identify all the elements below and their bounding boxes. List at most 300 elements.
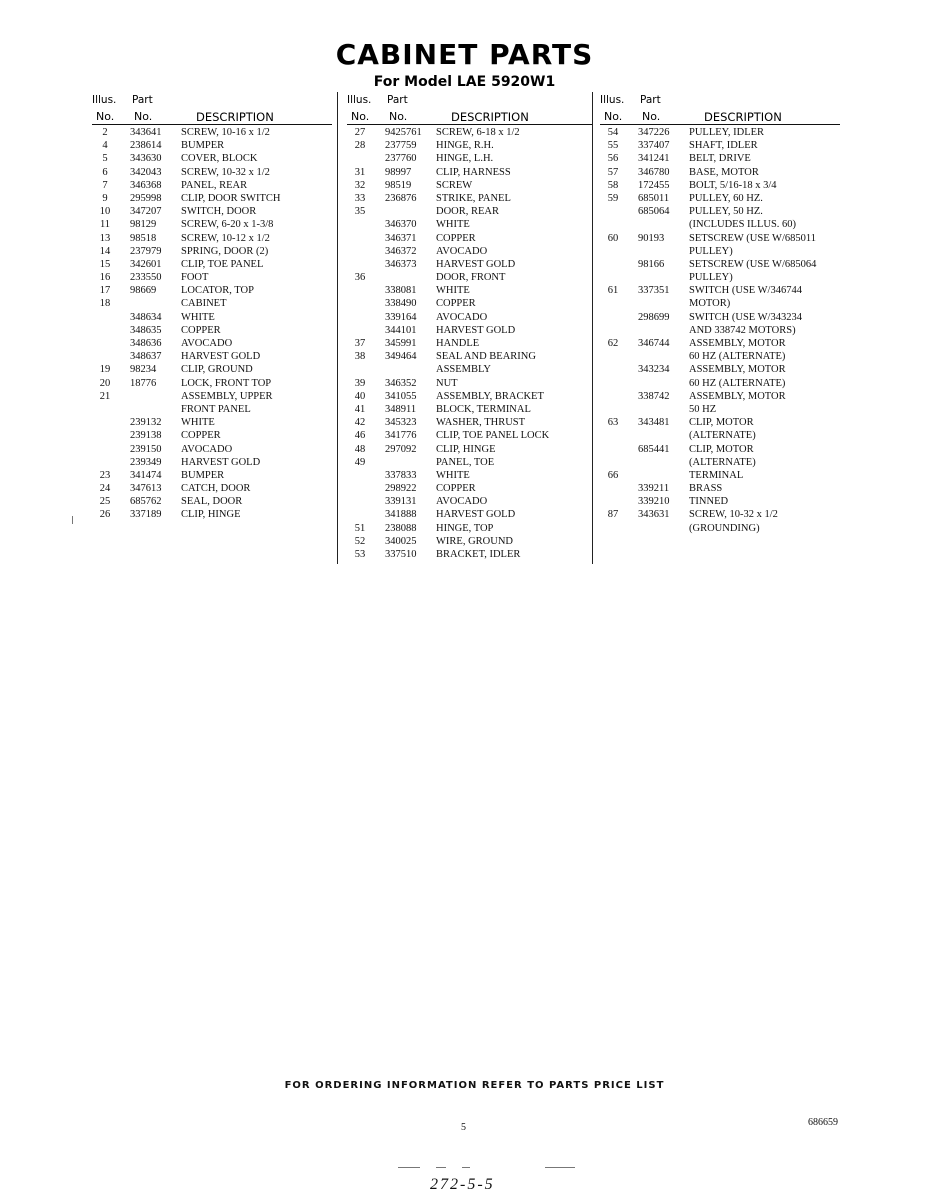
part-description: COPPER xyxy=(436,483,476,495)
part-description: BELT, DRIVE xyxy=(689,153,751,165)
part-description: CLIP, GROUND xyxy=(181,364,253,376)
table-row xyxy=(347,311,592,324)
table-row xyxy=(347,284,592,297)
part-number: 340025 xyxy=(385,535,417,547)
illus-number: 35 xyxy=(354,206,366,218)
part-number: 337189 xyxy=(130,509,162,521)
table-row xyxy=(92,271,332,284)
part-description: SEAL AND BEARING xyxy=(436,351,536,363)
table-row xyxy=(92,443,332,456)
part-description: WHITE xyxy=(436,285,470,297)
part-number: 237979 xyxy=(130,245,162,257)
page-number: 5 xyxy=(461,1122,466,1133)
table-row xyxy=(347,179,592,192)
parts-column-2 xyxy=(347,92,592,561)
part-description: BUMPER xyxy=(181,469,225,481)
column-header xyxy=(92,92,332,126)
part-number: 338081 xyxy=(385,285,417,297)
table-row xyxy=(92,403,332,416)
part-number: 98166 xyxy=(638,258,665,270)
part-description: COPPER xyxy=(181,324,221,336)
table-row xyxy=(347,416,592,429)
part-number: 18776 xyxy=(130,377,157,389)
table-row xyxy=(347,469,592,482)
illus-number: 16 xyxy=(99,272,111,284)
header-part: Part xyxy=(132,94,153,106)
table-row xyxy=(347,508,592,521)
part-description: COPPER xyxy=(436,298,476,310)
part-number: 347226 xyxy=(638,127,670,138)
part-number: 239132 xyxy=(130,417,162,429)
part-description: HARVEST GOLD xyxy=(181,456,261,468)
part-description: FRONT PANEL xyxy=(181,403,251,415)
illus-number: 15 xyxy=(99,258,111,270)
table-row xyxy=(92,390,332,403)
table-row xyxy=(600,350,840,363)
table-row xyxy=(347,495,592,508)
part-number: 342601 xyxy=(130,258,162,270)
part-description: SEAL, DOOR xyxy=(181,496,243,508)
part-number: 337833 xyxy=(385,469,417,481)
part-number: 346352 xyxy=(385,377,417,389)
header-description: DESCRIPTION xyxy=(451,110,529,124)
part-description: MOTOR) xyxy=(689,298,731,310)
table-row xyxy=(92,363,332,376)
part-description: BOLT, 5/16-18 x 3/4 xyxy=(689,179,777,191)
illus-number: 4 xyxy=(102,140,108,152)
table-row xyxy=(600,258,840,271)
part-description: BRACKET, IDLER xyxy=(436,549,521,560)
table-row xyxy=(92,482,332,495)
part-number: 685441 xyxy=(638,443,670,455)
table-row xyxy=(600,152,840,165)
illus-number: 51 xyxy=(354,522,366,534)
part-description: SCREW xyxy=(436,179,473,191)
table-row xyxy=(600,337,840,350)
illus-number: 23 xyxy=(99,469,111,481)
part-description: (ALTERNATE) xyxy=(689,430,756,442)
part-number: 233550 xyxy=(130,272,162,284)
table-row xyxy=(347,205,592,218)
part-description: FOOT xyxy=(181,272,209,284)
part-description: BUMPER xyxy=(181,140,225,152)
table-row xyxy=(92,469,332,482)
table-row xyxy=(92,179,332,192)
illus-number: 14 xyxy=(99,245,111,257)
part-number: 236876 xyxy=(385,192,417,204)
illus-number: 36 xyxy=(354,272,366,284)
part-description: CLIP, DOOR SWITCH xyxy=(181,192,281,204)
illus-number: 62 xyxy=(607,338,619,349)
part-number: 344101 xyxy=(385,324,417,336)
part-description: COPPER xyxy=(181,430,221,442)
table-row xyxy=(92,152,332,165)
table-row xyxy=(600,377,840,390)
part-number: 337510 xyxy=(385,549,417,560)
table-row xyxy=(92,350,332,363)
table-row xyxy=(600,390,840,403)
part-description: PANEL, TOE xyxy=(436,456,495,468)
table-row xyxy=(600,126,840,139)
illus-number: 87 xyxy=(607,509,619,521)
part-description: CLIP, TOE PANEL xyxy=(181,258,264,270)
part-description: CLIP, HARNESS xyxy=(436,166,511,178)
header-part-no: No. xyxy=(389,110,408,123)
part-number: 348635 xyxy=(130,324,162,336)
part-description: AVOCADO xyxy=(181,338,233,349)
table-row xyxy=(92,126,332,139)
table-row xyxy=(600,482,840,495)
part-description: STRIKE, PANEL xyxy=(436,192,511,204)
table-row xyxy=(347,535,592,548)
part-number: 343234 xyxy=(638,364,670,376)
part-number: 341474 xyxy=(130,469,162,481)
part-description: CATCH, DOOR xyxy=(181,483,251,495)
table-row xyxy=(600,179,840,192)
illus-number: 18 xyxy=(99,298,111,310)
table-row xyxy=(347,192,592,205)
part-description: SCREW, 6-20 x 1-3/8 xyxy=(181,219,274,231)
part-number: 341776 xyxy=(385,430,417,442)
part-description: WASHER, THRUST xyxy=(436,417,526,429)
table-row xyxy=(347,456,592,469)
illus-number: 61 xyxy=(607,285,619,297)
table-row xyxy=(92,508,332,521)
illus-number: 38 xyxy=(354,351,366,363)
illus-number: 5 xyxy=(102,153,108,165)
part-description: 60 HZ (ALTERNATE) xyxy=(689,351,786,363)
part-number: 237760 xyxy=(385,153,417,165)
part-number: 348911 xyxy=(385,403,417,415)
table-row xyxy=(347,232,592,245)
illus-number: 19 xyxy=(99,364,111,376)
table-row xyxy=(347,482,592,495)
header-description: DESCRIPTION xyxy=(196,110,274,124)
scan-artifact xyxy=(398,1167,420,1168)
part-number: 346370 xyxy=(385,219,417,231)
table-row xyxy=(92,416,332,429)
parts-list xyxy=(347,126,592,561)
scan-artifact xyxy=(436,1167,446,1168)
table-row xyxy=(600,205,840,218)
part-number: 337351 xyxy=(638,285,670,297)
part-description: CABINET xyxy=(181,298,227,310)
part-number: 346371 xyxy=(385,232,417,244)
part-description: ASSEMBLY, MOTOR xyxy=(689,338,786,349)
part-description: PULLEY) xyxy=(689,272,733,284)
part-description: SCREW, 10-16 x 1/2 xyxy=(181,127,270,138)
document-number: 686659 xyxy=(808,1117,838,1128)
part-description: WHITE xyxy=(436,219,470,231)
part-number: 349464 xyxy=(385,351,417,363)
parts-column-3 xyxy=(600,92,840,535)
table-row xyxy=(600,311,840,324)
table-row xyxy=(347,218,592,231)
part-description: HARVEST GOLD xyxy=(181,351,261,363)
illus-number: 11 xyxy=(99,219,111,231)
part-description: AVOCADO xyxy=(436,311,488,323)
illus-number: 46 xyxy=(354,430,366,442)
part-description: LOCK, FRONT TOP xyxy=(181,377,272,389)
table-row xyxy=(92,311,332,324)
illus-number: 32 xyxy=(354,179,366,191)
part-number: 337407 xyxy=(638,140,670,152)
table-row xyxy=(600,469,840,482)
illus-number: 59 xyxy=(607,192,619,204)
part-description: (INCLUDES ILLUS. 60) xyxy=(689,219,797,231)
part-number: 98519 xyxy=(385,179,412,191)
header-rule xyxy=(92,124,332,125)
table-row xyxy=(92,258,332,271)
table-row xyxy=(600,218,840,231)
illus-number: 17 xyxy=(99,285,111,297)
table-row xyxy=(347,390,592,403)
table-row xyxy=(347,350,592,363)
table-row xyxy=(92,337,332,350)
table-row xyxy=(347,443,592,456)
part-number: 341888 xyxy=(385,509,417,521)
part-description: WHITE xyxy=(181,417,215,429)
part-description: AVOCADO xyxy=(436,496,488,508)
table-row xyxy=(600,522,840,535)
table-row xyxy=(92,456,332,469)
part-description: HINGE, R.H. xyxy=(436,140,494,152)
part-number: 98669 xyxy=(130,285,157,297)
part-description: TINNED xyxy=(689,496,729,508)
table-row xyxy=(92,232,332,245)
part-number: 339164 xyxy=(385,311,417,323)
part-number: 346373 xyxy=(385,258,417,270)
table-row xyxy=(600,403,840,416)
table-row xyxy=(600,245,840,258)
part-description: ASSEMBLY xyxy=(436,364,491,376)
illus-number: 42 xyxy=(354,417,366,429)
table-row xyxy=(600,297,840,310)
header-part-no: No. xyxy=(642,110,661,123)
table-row xyxy=(600,166,840,179)
table-row xyxy=(600,508,840,521)
header-description: DESCRIPTION xyxy=(704,110,782,124)
part-number: 338742 xyxy=(638,390,670,402)
part-number: 298922 xyxy=(385,483,417,495)
model-subtitle: For Model LAE 5920W1 xyxy=(373,74,556,90)
part-description: SCREW, 10-32 x 1/2 xyxy=(181,166,270,178)
part-description: SWITCH (USE W/343234 xyxy=(689,311,802,323)
part-description: HARVEST GOLD xyxy=(436,324,516,336)
part-number: 348636 xyxy=(130,338,162,349)
illus-number: 40 xyxy=(354,390,366,402)
part-number: 347207 xyxy=(130,206,162,218)
illus-number: 28 xyxy=(354,140,366,152)
header-part: Part xyxy=(640,94,661,106)
table-row xyxy=(600,495,840,508)
part-number: 685064 xyxy=(638,206,670,218)
table-row xyxy=(347,324,592,337)
part-description: SWITCH (USE W/346744 xyxy=(689,285,802,297)
handwritten-note: 272-5-5 xyxy=(430,1176,495,1193)
part-number: 346744 xyxy=(638,338,670,349)
table-row xyxy=(92,205,332,218)
part-description: DOOR, REAR xyxy=(436,206,500,218)
column-divider xyxy=(337,92,338,564)
part-number: 239138 xyxy=(130,430,162,442)
header-illus: Illus. xyxy=(92,94,117,106)
part-description: PULLEY, IDLER xyxy=(689,127,765,138)
part-number: 346780 xyxy=(638,166,670,178)
parts-column-1 xyxy=(92,92,332,522)
illus-number: 48 xyxy=(354,443,366,455)
part-description: CLIP, MOTOR xyxy=(689,417,754,429)
table-row xyxy=(600,363,840,376)
part-description: CLIP, HINGE xyxy=(436,443,496,455)
part-description: AND 338742 MOTORS) xyxy=(689,324,796,336)
part-number: 345323 xyxy=(385,417,417,429)
part-number: 685011 xyxy=(638,192,670,204)
table-row xyxy=(347,522,592,535)
part-number: 297092 xyxy=(385,443,417,455)
table-row xyxy=(600,232,840,245)
part-description: CLIP, HINGE xyxy=(181,509,241,521)
part-description: SCREW, 10-12 x 1/2 xyxy=(181,232,270,244)
part-description: HINGE, L.H. xyxy=(436,153,494,165)
illus-number: 9 xyxy=(102,192,108,204)
part-description: SETSCREW (USE W/685064 xyxy=(689,258,817,270)
illus-number: 7 xyxy=(102,179,108,191)
illus-number: 49 xyxy=(354,456,366,468)
table-row xyxy=(92,139,332,152)
table-row xyxy=(92,166,332,179)
part-description: BASE, MOTOR xyxy=(689,166,759,178)
part-description: SHAFT, IDLER xyxy=(689,140,758,152)
part-number: 339210 xyxy=(638,496,670,508)
illus-number: 21 xyxy=(99,390,111,402)
illus-number: 53 xyxy=(354,549,366,560)
header-part: Part xyxy=(387,94,408,106)
part-description: WIRE, GROUND xyxy=(436,535,513,547)
part-number: 98129 xyxy=(130,219,157,231)
table-row xyxy=(347,166,592,179)
part-number: 342043 xyxy=(130,166,162,178)
part-number: 348634 xyxy=(130,311,162,323)
table-row xyxy=(347,297,592,310)
part-description: BRASS xyxy=(689,483,723,495)
part-description: WHITE xyxy=(436,469,470,481)
table-row xyxy=(347,245,592,258)
header-part-no: No. xyxy=(134,110,153,123)
part-number: 239349 xyxy=(130,456,162,468)
header-illus: Illus. xyxy=(347,94,372,106)
parts-list xyxy=(92,126,332,522)
table-row xyxy=(347,429,592,442)
table-row xyxy=(600,271,840,284)
table-row xyxy=(347,152,592,165)
part-description: SCREW, 10-32 x 1/2 xyxy=(689,509,778,521)
part-description: (GROUNDING) xyxy=(689,522,760,534)
table-row xyxy=(600,284,840,297)
table-row xyxy=(600,139,840,152)
part-number: 343641 xyxy=(130,127,162,138)
illus-number: 37 xyxy=(354,338,366,349)
part-description: SPRING, DOOR (2) xyxy=(181,245,269,257)
part-description: ASSEMBLY, BRACKET xyxy=(436,390,544,402)
table-row xyxy=(600,443,840,456)
part-description: LOCATOR, TOP xyxy=(181,285,254,297)
scan-artifact xyxy=(72,516,73,524)
part-number: 341241 xyxy=(638,153,670,165)
part-description: PULLEY) xyxy=(689,245,733,257)
illus-number: 63 xyxy=(607,417,619,429)
part-number: 347613 xyxy=(130,483,162,495)
table-row xyxy=(347,139,592,152)
part-number: 346368 xyxy=(130,179,162,191)
illus-number: 41 xyxy=(354,403,366,415)
header-illus-no: No. xyxy=(351,110,370,123)
illus-number: 2 xyxy=(102,127,108,138)
part-description: HARVEST GOLD xyxy=(436,509,516,521)
table-row xyxy=(347,258,592,271)
illus-number: 31 xyxy=(354,166,366,178)
table-row xyxy=(347,363,592,376)
column-header xyxy=(347,92,592,126)
part-number: 172455 xyxy=(638,179,670,191)
part-number: 298699 xyxy=(638,311,670,323)
part-number: 685762 xyxy=(130,496,162,508)
illus-number: 6 xyxy=(102,166,108,178)
table-row xyxy=(347,337,592,350)
illus-number: 24 xyxy=(99,483,111,495)
illus-number: 56 xyxy=(607,153,619,165)
table-row xyxy=(92,245,332,258)
illus-number: 33 xyxy=(354,192,366,204)
ordering-footer: FOR ORDERING INFORMATION REFER TO PARTS PRICE LIST xyxy=(284,1080,665,1091)
part-number: 239150 xyxy=(130,443,162,455)
header-rule xyxy=(347,124,592,125)
part-description: 50 HZ xyxy=(689,403,717,415)
part-description: ASSEMBLY, MOTOR xyxy=(689,390,786,402)
illus-number: 52 xyxy=(354,535,366,547)
part-description: SETSCREW (USE W/685011 xyxy=(689,232,816,244)
header-illus-no: No. xyxy=(604,110,623,123)
table-row xyxy=(92,284,332,297)
illus-number: 27 xyxy=(354,127,366,138)
table-row xyxy=(92,297,332,310)
illus-number: 13 xyxy=(99,232,111,244)
table-row xyxy=(347,403,592,416)
header-illus: Illus. xyxy=(600,94,625,106)
part-description: SCREW, 6-18 x 1/2 xyxy=(436,127,520,138)
part-description: PULLEY, 60 HZ. xyxy=(689,192,763,204)
part-description: SWITCH, DOOR xyxy=(181,206,257,218)
part-description: BLOCK, TERMINAL xyxy=(436,403,531,415)
parts-list xyxy=(600,126,840,535)
illus-number: 39 xyxy=(354,377,366,389)
part-description: PANEL, REAR xyxy=(181,179,248,191)
table-row xyxy=(92,429,332,442)
part-description: AVOCADO xyxy=(436,245,488,257)
part-number: 9425761 xyxy=(385,127,422,138)
part-description: TERMINAL xyxy=(689,469,744,481)
part-number: 90193 xyxy=(638,232,665,244)
table-row xyxy=(92,377,332,390)
illus-number: 54 xyxy=(607,127,619,138)
header-illus-no: No. xyxy=(96,110,115,123)
part-description: HINGE, TOP xyxy=(436,522,494,534)
column-divider xyxy=(592,92,593,564)
illus-number: 58 xyxy=(607,179,619,191)
part-number: 348637 xyxy=(130,351,162,363)
table-row xyxy=(600,416,840,429)
illus-number: 57 xyxy=(607,166,619,178)
